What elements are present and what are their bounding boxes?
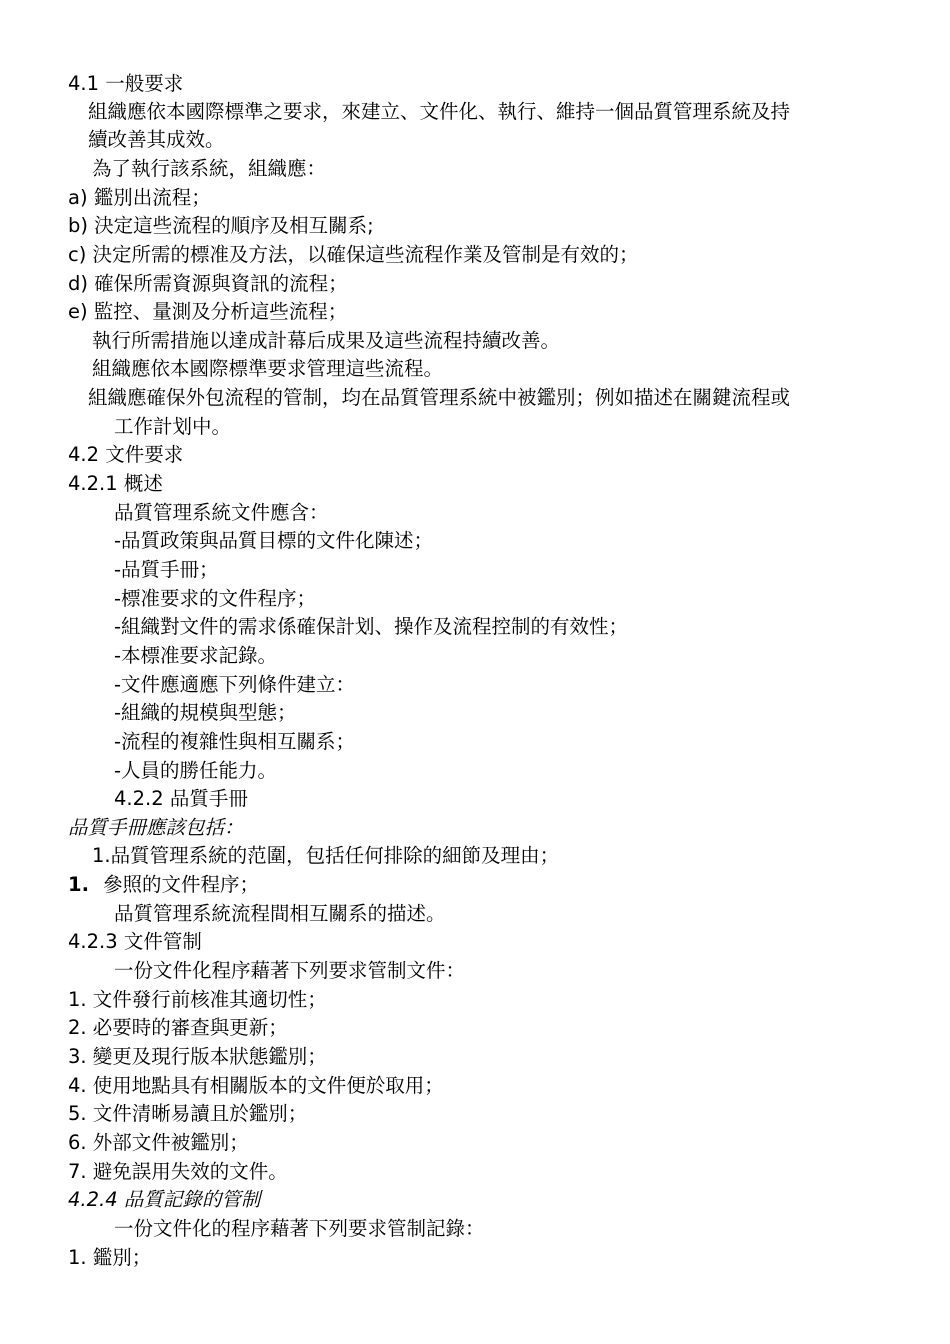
list-item: -組織對文件的需求係確保計划、操作及流程控制的有效性； — [114, 615, 629, 638]
paragraph-line: 一份文件化的程序藉著下列要求管制記錄： — [114, 1217, 485, 1240]
paragraph-line: 品質管理系統流程間相互關系的描述。 — [114, 902, 446, 925]
paragraph-line: 一份文件化程序藉著下列要求管制文件： — [114, 959, 466, 982]
paragraph-line: 品質管理系統文件應含： — [114, 501, 329, 524]
list-item: -品質手冊； — [114, 558, 219, 581]
list-item — [68, 871, 259, 899]
list-item: e) 監控、量測及分析這些流程； — [68, 300, 348, 323]
list-item: 1. 鑑別； — [68, 1246, 152, 1269]
list-item: -標准要求的文件程序； — [114, 587, 317, 610]
list-item: -組織的規模與型態； — [114, 701, 297, 724]
list-item: 5. 文件清晰易讀且於鑑別； — [68, 1102, 308, 1125]
section-heading-4-2-1: 4.2.1 概述 — [68, 472, 163, 495]
section-heading-4-2-3: 4.2.3 文件管制 — [68, 930, 202, 953]
list-item: -人員的勝任能力。 — [114, 759, 278, 782]
list-item: 3. 變更及現行版本狀態鑑別； — [68, 1045, 327, 1068]
list-item: d) 確保所需資源與資訊的流程； — [68, 272, 348, 295]
paragraph-line: 組織應依本國際標準要求管理這些流程。 — [92, 357, 444, 380]
list-item: 1. 文件發行前核准其適切性； — [68, 988, 327, 1011]
list-item: -流程的複雜性與相互關系； — [114, 730, 356, 753]
list-item-text: 參照的文件程序； — [102, 873, 259, 896]
list-item: 6. 外部文件被鑑別； — [68, 1131, 249, 1154]
section-heading-4-2-4: 4.2.4 品質記錄的管制 — [68, 1188, 261, 1211]
paragraph-line: 續改善其成效。 — [88, 128, 225, 151]
list-item: -本標准要求記錄。 — [114, 644, 278, 667]
section-heading-4-2: 4.2 文件要求 — [68, 443, 184, 466]
list-item: 2. 必要時的審查與更新； — [68, 1016, 288, 1039]
section-heading-4-2-2: 4.2.2 品質手冊 — [114, 787, 248, 810]
list-item: 1.品質管理系統的范圍，包括任何排除的細節及理由； — [92, 844, 560, 867]
list-item: a) 鑑別出流程； — [68, 186, 211, 209]
paragraph-line: 工作計划中。 — [114, 415, 232, 438]
list-item: c) 決定所需的標准及方法，以確保這些流程作業及管制是有效的； — [68, 243, 639, 266]
paragraph-line: 為了執行該系統，組織應： — [92, 157, 327, 180]
section-heading-4-1: 4.1 一般要求 — [68, 72, 184, 95]
paragraph-line: 執行所需措施以達成計幕后成果及這些流程持續改善。 — [92, 329, 561, 352]
italic-paragraph: 品質手冊應該包括： — [68, 816, 244, 839]
list-item: -品質政策與品質目標的文件化陳述； — [114, 529, 434, 552]
list-number: 1. — [68, 873, 89, 896]
paragraph-line: 組織應確保外包流程的管制，均在品質管理系統中被鑑別；例如描述在關鍵流程或 — [88, 386, 791, 409]
paragraph-line: 組織應依本國際標準之要求，來建立、文件化、執行、維持一個品質管理系統及持 — [88, 100, 791, 123]
list-item: 7. 避免誤用失效的文件。 — [68, 1160, 288, 1183]
list-item: -文件應適應下列條件建立： — [114, 673, 356, 696]
list-item: b) 決定這些流程的順序及相互關系; — [68, 214, 374, 237]
list-item: 4. 使用地點具有相關版本的文件便於取用； — [68, 1074, 444, 1097]
